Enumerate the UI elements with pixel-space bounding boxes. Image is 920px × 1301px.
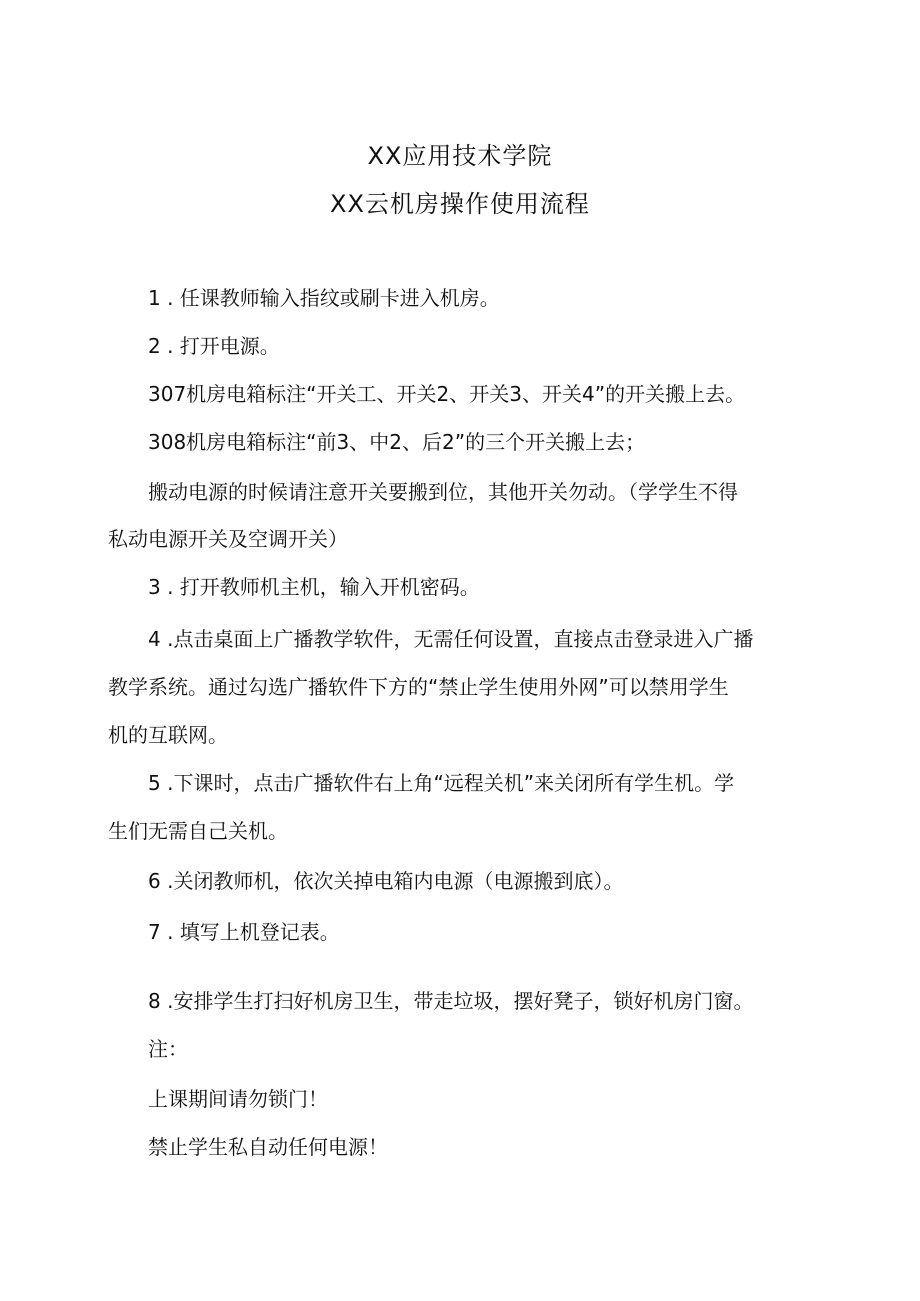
step-1-text: 1 . 任课教师输入指纹或刷卡进入机房。 xyxy=(148,286,500,310)
step-7-text: 7 . 填写上机登记表。 xyxy=(148,920,340,944)
document-title: XX应用技术学院 xyxy=(367,142,553,170)
step-3-text: 3 . 打开教师机主机，输入开机密码。 xyxy=(148,575,480,599)
step-5-line2: 生们无需自己关机。 xyxy=(108,819,288,843)
note-no-power-touch: 禁止学生私自动任何电源！ xyxy=(148,1135,388,1159)
note-no-locking: 上课期间请勿锁门！ xyxy=(148,1087,328,1111)
step-4-line2: 教学系统。通过勾选广播软件下方的“禁止学生使用外网”可以禁用学生 xyxy=(108,675,729,699)
step-6-text: 6 .关闭教师机，依次关掉电箱内电源（电源搬到底）。 xyxy=(148,869,624,893)
step-5-line1: 5 .下课时，点击广播软件右上角“远程关机”来关闭所有学生机。学 xyxy=(148,771,735,795)
step-4-line3: 机的互联网。 xyxy=(108,723,228,747)
step-8-text: 8 .安排学生打扫好机房卫生，带走垃圾，摆好凳子，锁好机房门窗。 xyxy=(148,989,754,1013)
room-308-note: 308机房电箱标注“前3、中2、后2”的三个开关搬上去； xyxy=(148,430,646,454)
step-4-line1: 4 .点击桌面上广播教学软件，无需任何设置，直接点击登录进入广播 xyxy=(148,627,754,651)
step-2-text: 2 . 打开电源。 xyxy=(148,334,280,358)
document-subtitle: XX云机房操作使用流程 xyxy=(330,190,590,218)
power-warning-line1: 搬动电源的时候请注意开关要搬到位，其他开关勿动。（学学生不得 xyxy=(148,480,738,504)
note-label: 注： xyxy=(148,1037,188,1061)
room-307-note: 307机房电箱标注“开关工、开关2、开关3、开关4”的开关搬上去。 xyxy=(148,382,746,406)
power-warning-line2: 私动电源开关及空调开关） xyxy=(108,527,348,551)
